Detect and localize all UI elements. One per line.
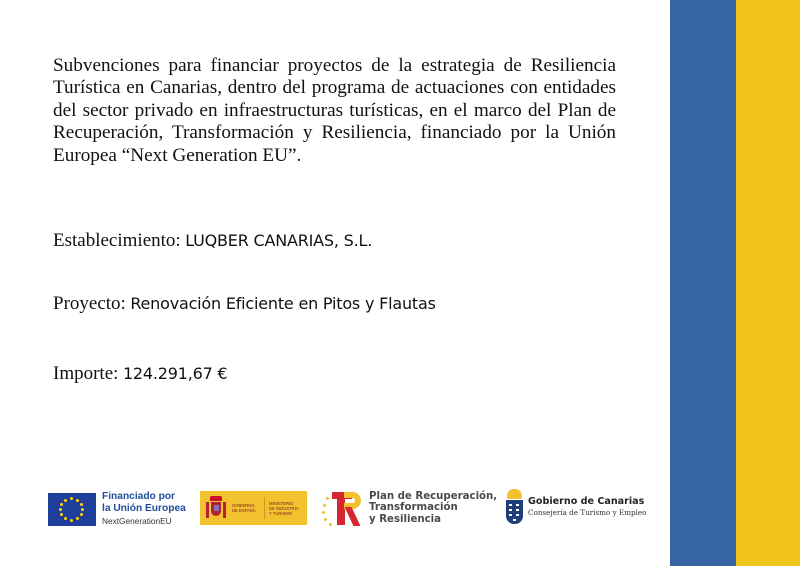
prtr-line3: y Resiliencia <box>369 513 442 525</box>
canarias-coat-of-arms-icon <box>506 489 523 525</box>
canarias-gov-name: Gobierno de Canarias <box>528 496 645 507</box>
canarias-consejeria: Consejería de Turismo y Empleo <box>528 508 647 517</box>
ministry-line1: MINISTERIO <box>269 500 294 506</box>
proyecto-label: Proyecto: <box>53 293 126 314</box>
establecimiento-label: Establecimiento: <box>53 230 181 251</box>
prtr-line2: Transformación <box>369 502 458 514</box>
importe-label: Importe: <box>53 363 119 384</box>
spain-logo-divider <box>264 497 265 519</box>
proyecto-field <box>53 293 436 315</box>
yellow-stripe <box>736 0 800 566</box>
establecimiento-field <box>53 230 372 252</box>
ministry-line2: DE INDUSTRIA <box>269 505 299 511</box>
gobierno-espana-logo <box>200 491 307 525</box>
importe-value: 124.291,67 € <box>122 364 228 383</box>
prtr-logo <box>322 489 497 527</box>
eu-logo-line3: NextGenerationEU <box>102 516 172 526</box>
blue-stripe <box>670 0 736 566</box>
importe-field <box>53 363 227 385</box>
gobierno-canarias-logo <box>506 489 647 525</box>
establecimiento-value: LUQBER CANARIAS, S.L. <box>185 231 373 250</box>
eu-logo-line2: la Unión Europea <box>102 503 186 514</box>
eu-flag-icon <box>48 493 96 526</box>
prtr-line1: Plan de Recuperación, <box>369 490 498 502</box>
spain-coat-of-arms-icon <box>206 496 226 520</box>
spain-gov-line1: GOBIERNO <box>232 503 255 508</box>
eu-logo-line1: Financiado por <box>102 491 176 502</box>
proyecto-value: Renovación Eficiente en Pitos y Flautas <box>130 294 436 313</box>
spain-gov-line2: DE ESPAÑA <box>232 508 256 513</box>
ministry-line3: Y TURISMO <box>269 510 293 516</box>
prtr-logo-icon <box>322 489 366 527</box>
eu-nextgen-logo <box>48 491 186 527</box>
intro-paragraph: Subvenciones para financiar proyectos de la estrategia de Resiliencia Turística en Canarias, dentro del programa de actuaciones con entidades del sector privado en infraestructuras turísticas, en el marco del Plan de Recuperación, Transformación y Resiliencia, financiado por la Unión Europea “Next Generation EU”. <box>53 55 616 166</box>
